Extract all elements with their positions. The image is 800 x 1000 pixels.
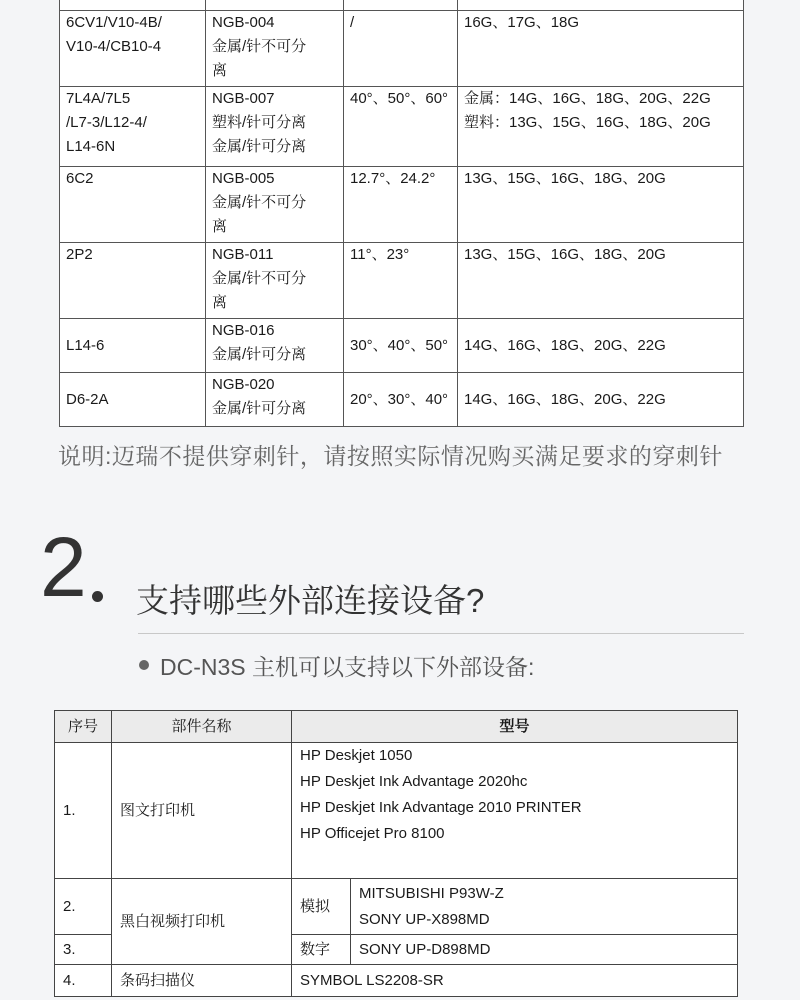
index-cell: 2. [55,879,112,935]
model-cell: HP Deskjet 1050 HP Deskjet Ink Advantage 2020hc HP Deskjet Ink Advantage 2010 PRINTER HP Officejet Pro 8100 [292,743,738,879]
type-cell: 数字 [292,935,351,965]
gauge-cell: 16G、17G、18G [458,11,744,87]
model-cell: 6C2 [60,167,206,243]
gauge-cell: 13G、15G、16G、18G、20G [458,167,744,243]
name-cell: 图文打印机 [112,743,292,879]
angle-cell: 11°、23° [344,243,458,319]
table-row [60,167,744,243]
index-cell: 3. [55,935,112,965]
table-row [60,319,744,373]
table-row [60,11,744,87]
table-row [60,87,744,167]
table-cell [60,0,206,11]
model-cell: SYMBOL LS2208-SR [292,965,738,997]
angle-cell: 30°、40°、50° [344,319,458,373]
index-cell: 1. [55,743,112,879]
needle-cell: NGB-016 金属/针可分离 [206,319,344,373]
table-row [60,0,744,11]
model-cell: SONY UP-D898MD [351,935,738,965]
header-model: 型号 [292,711,738,743]
needle-cell: NGB-007 塑料/针可分离 金属/针可分离 [206,87,344,167]
bullet-text: DC-N3S 主机可以支持以下外部设备: [160,654,535,680]
needle-cell: NGB-004 金属/针不可分 离 [206,11,344,87]
needle-cell: NGB-020 金属/针可分离 [206,373,344,427]
table-row [60,373,744,427]
angle-cell: / [344,11,458,87]
index-cell: 4. [55,965,112,997]
needle-cell: NGB-005 金属/针不可分 离 [206,167,344,243]
type-cell: 模拟 [292,879,351,935]
note-text: 说明:迈瑞不提供穿刺针，请按照实际情况购买满足要求的穿刺针 [58,443,723,469]
table-cell [458,0,744,11]
needle-guide-table [59,0,744,427]
table-row [55,965,738,997]
device-table [54,710,738,997]
name-cell: 条码扫描仪 [112,965,292,997]
section-divider [138,633,744,634]
gauge-cell: 14G、16G、18G、20G、22G [458,373,744,427]
table-header-row [55,711,738,743]
gauge-cell: 13G、15G、16G、18G、20G [458,243,744,319]
table-cell [344,0,458,11]
needle-cell: NGB-011 金属/针不可分 离 [206,243,344,319]
model-cell: 6CV1/V10-4B/ V10-4/CB10-4 [60,11,206,87]
table-row [60,243,744,319]
header-index: 序号 [55,711,112,743]
angle-cell: 20°、30°、40° [344,373,458,427]
model-cell: L14-6 [60,319,206,373]
model-cell: 2P2 [60,243,206,319]
model-cell: 7L4A/7L5 /L7-3/L12-4/ L14-6N [60,87,206,167]
angle-cell: 12.7°、24.2° [344,167,458,243]
section-number: 2 [40,520,87,614]
bullet-icon [139,660,149,670]
table-row [55,879,738,935]
angle-cell: 40°、50°、60° [344,87,458,167]
table-cell [206,0,344,11]
gauge-cell: 14G、16G、18G、20G、22G [458,319,744,373]
section-number-dot [92,591,103,602]
section-title: 支持哪些外部连接设备? [136,582,485,619]
name-cell: 黑白视频打印机 [112,879,292,965]
model-cell: MITSUBISHI P93W-Z SONY UP-X898MD [351,879,738,935]
gauge-cell: 金属：14G、16G、18G、20G、22G 塑料：13G、15G、16G、18G、20G [458,87,744,167]
header-name: 部件名称 [112,711,292,743]
table-row [55,743,738,879]
model-cell: D6-2A [60,373,206,427]
